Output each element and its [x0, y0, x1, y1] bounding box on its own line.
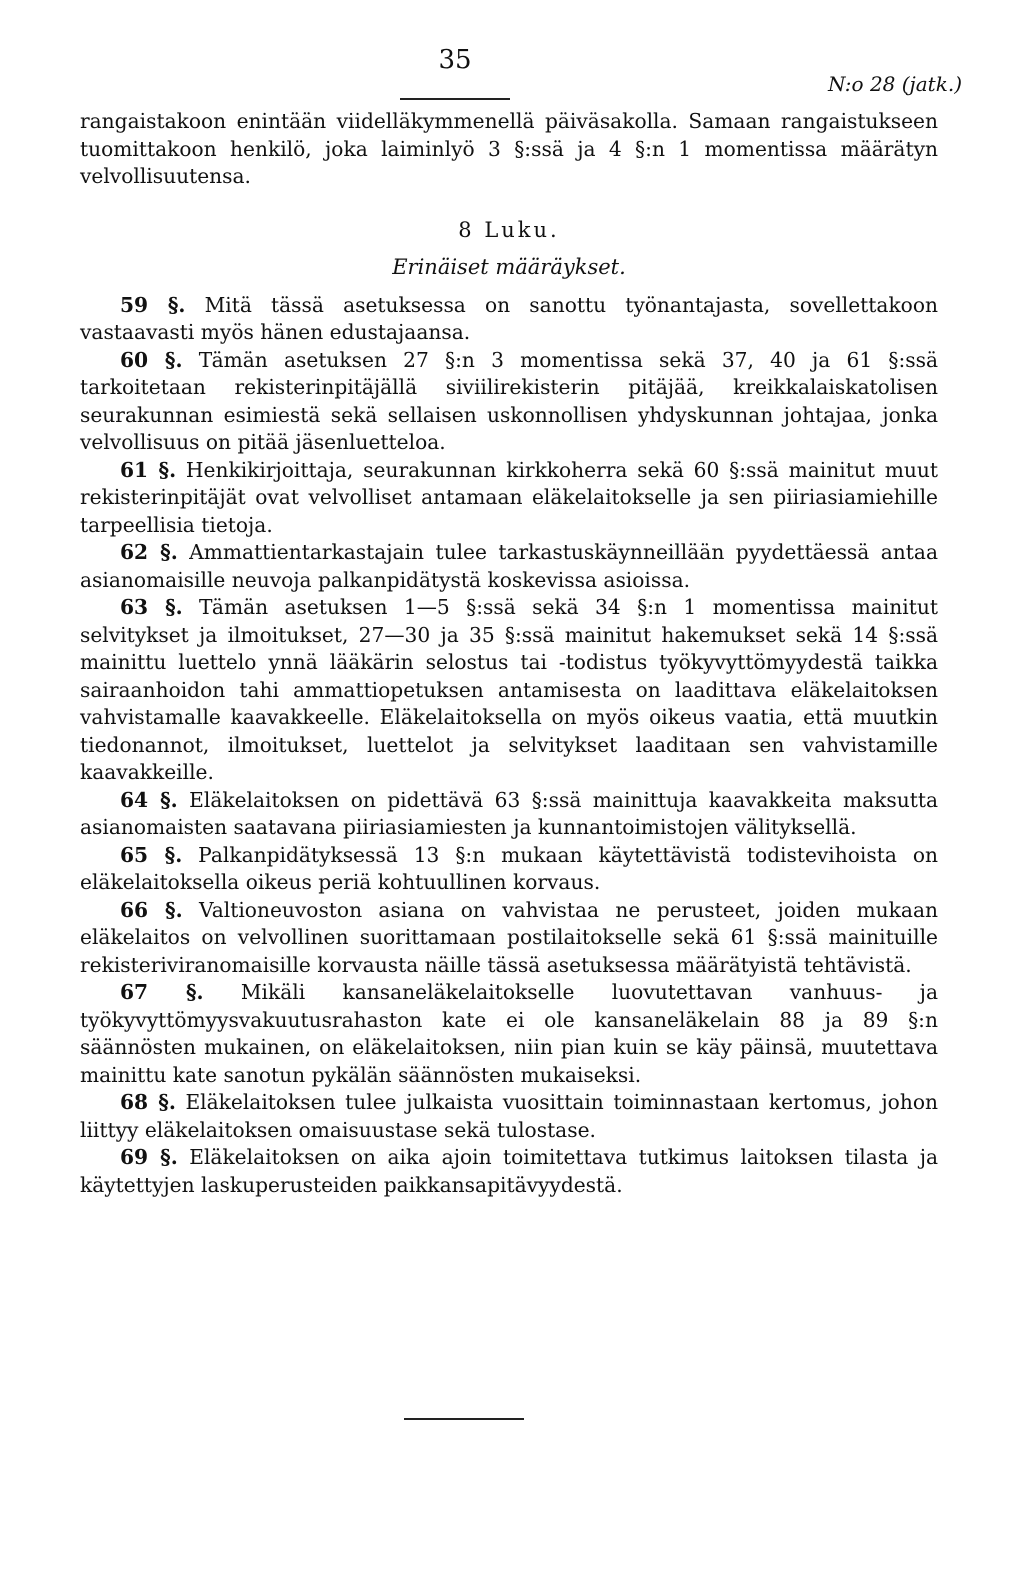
section-number: 62 §. — [120, 540, 178, 564]
section-number: 66 §. — [120, 897, 183, 922]
section-text: Eläkelaitoksen on pidettävä 63 §:ssä mainittuja kaavakkeita maksutta asianomaisten saatavana piiriasiamiesten ja kunnantoimistojen välityksellä. — [80, 787, 938, 839]
section-number: 59 §. — [120, 292, 186, 317]
section-text: Ammattientarkastajain tulee tarkastuskäynneillään pyydettäessä antaa asianomaisille neuvoja palkanpidätystä koskevissa asioissa. — [80, 540, 938, 592]
section-59 — [80, 292, 938, 347]
section-62 — [80, 539, 938, 594]
chapter-subheading: Erinäiset määräykset. — [392, 255, 626, 279]
body-text — [80, 108, 938, 1199]
section-67 — [80, 979, 938, 1089]
section-number: 68 §. — [120, 1090, 176, 1114]
footer-rule — [404, 1418, 524, 1420]
section-text: Mitä tässä asetuksessa on sanottu työnantajasta, sovellettakoon vastaavasti myös hänen edustajaansa. — [80, 292, 938, 344]
section-number: 61 §. — [120, 457, 177, 482]
section-63 — [80, 594, 938, 787]
section-66 — [80, 897, 938, 980]
section-text: Valtioneuvoston asiana on vahvistaa ne perusteet, joiden mukaan eläkelaitos on velvollinen suorittamaan postilaitokselle sekä 61 §:ssä mainituille rekisteriviranomaisille korvausta näille tässä asetuksessa määrätyistä tehtävistä. — [80, 897, 938, 977]
section-text: Tämän asetuksen 27 §:n 3 momentissa sekä 37, 40 ja 61 §:ssä tarkoitetaan rekisterinpitäjällä siviilirekisterin pitäjää, kreikkalaiskatolisen seurakunnan esimiestä sekä sellaisen uskonnollisen yhdyskunnan johtajaa, jonka velvollisuus on pitää jäsenluetteloa. — [80, 347, 939, 454]
section-number: 60 §. — [120, 347, 183, 372]
section-text: Palkanpidätyksessä 13 §:n mukaan käytettävistä todistevihoista on eläkelaitoksella oikeus periä kohtuullinen korvaus. — [80, 842, 938, 894]
section-text: Henkikirjoittaja, seurakunnan kirkkoherra sekä 60 §:ssä mainitut muut rekisterinpitäjät ovat velvolliset antamaan eläkelaitokselle ja sen piiriasiamiehille tarpeellisia tietoja. — [80, 457, 938, 537]
intro-paragraph: rangaistakoon enintään viidelläkymmenellä päiväsakolla. Samaan rangaistukseen tuomittakoon henkilö, joka laiminlyö 3 §:ssä ja 4 §:n 1 momentissa määrätyn velvollisuutensa. — [80, 109, 938, 188]
section-number: 69 §. — [120, 1145, 178, 1169]
section-64 — [80, 787, 938, 842]
section-60 — [80, 347, 938, 457]
section-65 — [80, 842, 938, 897]
section-number: 64 §. — [120, 787, 178, 812]
section-text: Eläkelaitoksen tulee julkaista vuosittain toiminnastaan kertomus, johon liittyy eläkelaitoksen omaisuustase sekä tulostase. — [80, 1090, 938, 1142]
section-text: Tämän asetuksen 1—5 §:ssä sekä 34 §:n 1 momentissa mainitut selvitykset ja ilmoitukset, 27—30 ja 35 §:ssä mainitut hakemukset sekä 14 §:ssä mainittu luettelo ynnä lääkärin selostus tai -todistus työkyvyttömyydestä taikka sairaanhoidon tahi ammattiopetuksen antamisesta on laadittava eläkelaitoksen vahvistamalle kaavakkeelle. Eläkelaitoksella on myös oikeus vaatia, että muutkin tiedonannot, ilmoitukset, luettelot ja selvitykset laaditaan sen vahvistamille kaavakkeille. — [80, 595, 938, 784]
chapter-heading: 8 Luku. — [458, 217, 560, 242]
section-number: 63 §. — [120, 595, 183, 619]
continuation-marker: N:o 28 (jatk.) — [828, 72, 962, 96]
section-number: 65 §. — [120, 842, 183, 867]
header-rule — [400, 98, 510, 100]
section-number: 67 §. — [120, 980, 204, 1004]
section-69 — [80, 1144, 938, 1199]
page-number: 35 — [438, 45, 472, 75]
section-text: Mikäli kansaneläkelaitokselle luovutettavan vanhuus- ja työkyvyttömyysvakuutusrahaston kate ei ole kansaneläkelain 88 ja 89 §:n säännösten mukainen, on eläkelaitoksen, niin pian kuin se käy päinsä, muutettava mainittu kate sanotun pykälän säännösten mukaiseksi. — [80, 980, 938, 1087]
section-68 — [80, 1089, 938, 1144]
section-61 — [80, 457, 938, 540]
section-text: Eläkelaitoksen on aika ajoin toimitettava tutkimus laitoksen tilasta ja käytettyjen laskuperusteiden paikkansapitävyydestä. — [80, 1145, 938, 1197]
